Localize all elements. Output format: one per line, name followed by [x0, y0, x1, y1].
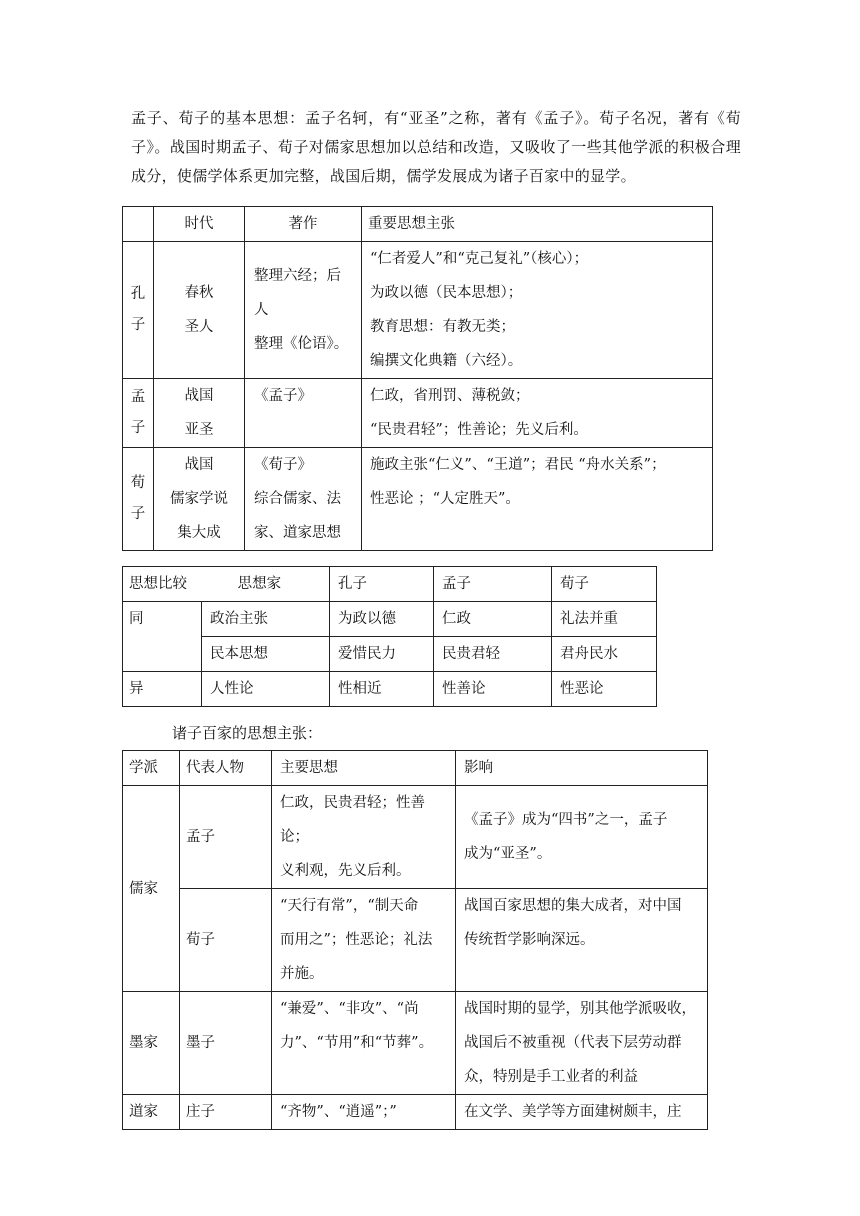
header-thinker: 思想家	[237, 576, 282, 592]
table-cell: 爱惜民力	[330, 637, 434, 672]
name-char: 子	[130, 317, 146, 333]
schools-heading: 诸子百家的思想主张：	[172, 724, 323, 742]
person-cell: 荀子	[180, 889, 272, 992]
person-cell: 墨子	[180, 992, 272, 1095]
name-char: 孟	[130, 389, 146, 405]
influence-line: 战国后不被重视（代表下层劳动群	[464, 1035, 682, 1051]
table-row	[123, 448, 713, 551]
influence-cell	[456, 1095, 708, 1130]
ideas-line: 施政主张“仁义”、“王道”；君民 “舟水关系”；	[370, 457, 666, 473]
name-cell	[123, 379, 154, 448]
era-cell	[154, 242, 245, 379]
schools-table	[122, 750, 708, 1130]
era-line: 儒家学说	[170, 491, 228, 507]
thought-cell	[272, 992, 456, 1095]
thought-line: 而用之”；性恶论；礼法	[280, 932, 433, 948]
table-row	[123, 242, 713, 379]
aspect-cell: 人性论	[202, 672, 330, 707]
era-line: 集大成	[177, 525, 221, 541]
works-cell	[245, 242, 362, 379]
header-cell: 代表人物	[180, 751, 272, 786]
influence-line: 传统哲学影响深远。	[464, 932, 595, 948]
works-line: 《孟子》	[254, 388, 312, 404]
name-char: 子	[130, 506, 146, 522]
thought-line: 并施。	[280, 966, 324, 982]
table-cell: 礼法并重	[552, 602, 657, 637]
aspect-cell: 民本思想	[202, 637, 330, 672]
header-cell: 重要思想主张	[362, 207, 713, 242]
table-header-row	[123, 751, 708, 786]
table-header-row	[123, 207, 713, 242]
comparison-table	[122, 566, 657, 707]
ideas-cell	[362, 242, 713, 379]
header-cell: 荀子	[552, 567, 657, 602]
ideas-cell	[362, 448, 713, 551]
name-char: 荀	[130, 475, 146, 491]
header-cell: 学派	[123, 751, 180, 786]
table-row	[123, 786, 708, 889]
ideas-line: 教育思想：有教无类；	[370, 319, 515, 335]
header-cell: 著作	[245, 207, 362, 242]
influence-line: 战国时期的显学，别其他学派吸收，	[464, 1001, 696, 1017]
influence-line: 成为“亚圣”。	[464, 846, 552, 862]
philosophers-table	[122, 206, 713, 551]
table-cell: 性恶论	[552, 672, 657, 707]
header-cell: 主要思想	[272, 751, 456, 786]
thought-line: “齐物”、“逍遥”；”	[280, 1104, 397, 1120]
table-row	[123, 889, 708, 992]
same-cell: 同	[123, 602, 202, 672]
thought-cell	[272, 786, 456, 889]
table-row	[123, 602, 657, 637]
ideas-line: 编撰文化典籍（六经）。	[370, 353, 523, 369]
name-char: 孔	[130, 286, 146, 302]
era-line: 圣人	[184, 319, 214, 335]
table-row	[123, 992, 708, 1095]
school-cell: 道家	[123, 1095, 180, 1130]
era-cell	[154, 379, 245, 448]
ideas-line: “仁者爱人”和“克己复礼”（核心）；	[370, 251, 589, 267]
era-line: 战国	[184, 457, 214, 473]
table-cell: 性相近	[330, 672, 434, 707]
header-cell	[123, 567, 330, 602]
works-line: 整理《伦语》。	[254, 336, 349, 352]
works-cell	[245, 448, 362, 551]
ideas-line: 为政以德（民本思想）；	[370, 285, 523, 301]
header-cell	[123, 207, 154, 242]
thought-cell	[272, 1095, 456, 1130]
influence-cell	[456, 786, 708, 889]
name-char: 子	[130, 420, 146, 436]
ideas-line: 仁政，省刑罚、薄税敛；	[370, 388, 530, 404]
thought-line: 义利观，先义后利。	[280, 863, 411, 879]
table-row	[123, 1095, 708, 1130]
works-line: 《荀子》	[254, 457, 312, 473]
table-cell: 民贵君轻	[434, 637, 552, 672]
era-line: 亚圣	[184, 422, 214, 438]
influence-line: 众，特别是手工业者的利益	[464, 1069, 638, 1085]
thought-line: “兼爱”、“非攻”、“尚	[280, 1001, 419, 1017]
table-header-row	[123, 567, 657, 602]
person-cell: 庄子	[180, 1095, 272, 1130]
ideas-cell	[362, 379, 713, 448]
influence-line: 在文学、美学等方面建树颇丰，庄	[464, 1104, 682, 1120]
school-cell: 儒家	[123, 786, 180, 992]
works-line: 综合儒家、法	[254, 491, 341, 507]
person-cell: 孟子	[180, 786, 272, 889]
ideas-line: 性恶论 ；“人定胜天”。	[370, 491, 520, 507]
works-line: 整理六经；后人	[254, 268, 341, 318]
influence-cell	[456, 992, 708, 1095]
era-line: 春秋	[184, 285, 214, 301]
header-cell: 孔子	[330, 567, 434, 602]
table-row	[123, 637, 657, 672]
diff-cell: 异	[123, 672, 202, 707]
table-cell: 君舟民水	[552, 637, 657, 672]
thought-line: 仁政，民贵君轻；性善论；	[280, 795, 425, 845]
influence-line: 《孟子》成为“四书”之一，孟子	[464, 812, 668, 828]
table-cell: 仁政	[434, 602, 552, 637]
table-cell: 为政以德	[330, 602, 434, 637]
name-cell	[123, 242, 154, 379]
era-line: 战国	[184, 388, 214, 404]
header-cell: 孟子	[434, 567, 552, 602]
table-row	[123, 672, 657, 707]
thought-line: 力”、“节用”和“节葬”。	[280, 1035, 434, 1051]
era-cell	[154, 448, 245, 551]
thought-cell	[272, 889, 456, 992]
influence-line: 战国百家思想的集大成者，对中国	[464, 898, 682, 914]
influence-cell	[456, 889, 708, 992]
aspect-cell: 政治主张	[202, 602, 330, 637]
works-cell	[245, 379, 362, 448]
name-cell	[123, 448, 154, 551]
table-row	[123, 379, 713, 448]
works-line: 家、道家思想	[254, 525, 341, 541]
intro-paragraph: 孟子、荀子的基本思想：孟子名轲，有“亚圣”之称，著有《孟子》。荀子名况，著有《荀子》。战国时期孟子、荀子对儒家思想加以总结和改造，又吸收了一些其他学派的积极合理成分，使儒学体系更加完整，战国后期，儒学发展成为诸子百家中的显学。	[131, 109, 741, 185]
thought-line: “天行有常”，“制天命	[280, 898, 419, 914]
header-cell: 时代	[154, 207, 245, 242]
ideas-line: “民贵君轻”；性善论；先义后利。	[370, 422, 588, 438]
header-cell: 影响	[456, 751, 708, 786]
header-compare: 思想比较	[129, 576, 187, 592]
table-cell: 性善论	[434, 672, 552, 707]
school-cell: 墨家	[123, 992, 180, 1095]
